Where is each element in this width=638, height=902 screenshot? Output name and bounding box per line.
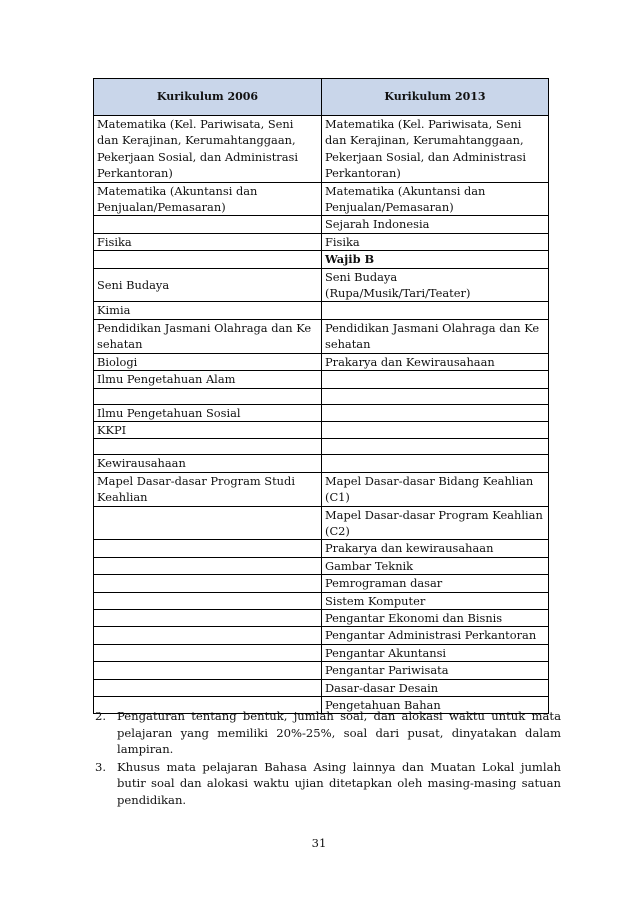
table-row (94, 679, 549, 696)
cell-2013: Fisika (322, 233, 549, 250)
note-number: 3. (95, 759, 107, 774)
note-text: Khusus mata pelajaran Bahasa Asing lainnya dan Muatan Lokal jumlah butir soal dan alokasi waktu ujian ditetapkan oleh masing-masing satuan pendidikan. (117, 759, 561, 807)
cell-2013: Dasar-dasar Desain (322, 679, 549, 696)
table-row (94, 388, 549, 404)
table-row (94, 371, 549, 388)
cell-2013: Prakarya dan kewirausahaan (322, 540, 549, 557)
cell-2013: Matematika (Akuntansi dan Penjualan/Pemasaran) (322, 182, 549, 216)
header-kurikulum-2006: Kurikulum 2006 (94, 79, 322, 116)
table-row (94, 455, 549, 472)
cell-2013: Pengantar Pariwisata (322, 662, 549, 679)
table-row (94, 557, 549, 574)
cell-2013: Pengetahuan Bahan (322, 697, 549, 714)
table-row (94, 421, 549, 438)
note-number: 2. (95, 709, 107, 723)
table-row (94, 644, 549, 661)
table-row (94, 506, 549, 540)
cell-2006 (94, 609, 322, 626)
table-row (94, 540, 549, 557)
cell-2013 (322, 455, 549, 472)
cell-2013 (322, 439, 549, 455)
table-row (94, 319, 549, 353)
cell-2013 (322, 404, 549, 421)
cell-2013 (322, 388, 549, 404)
table-row (94, 575, 549, 592)
table-row (94, 182, 549, 216)
page-number: 31 (311, 836, 327, 850)
cell-2006 (94, 251, 322, 268)
cell-2013 (322, 371, 549, 388)
cell-2006: Mapel Dasar-dasar Program Studi Keahlian (94, 472, 322, 506)
cell-2013: Pendidikan Jasmani Olahraga dan Ke sehatan (322, 319, 549, 353)
cell-2013: Pemrograman dasar (322, 575, 549, 592)
cell-2013: Pengantar Administrasi Perkantoran (322, 627, 549, 644)
cell-2006: Kimia (94, 302, 322, 319)
table-row (94, 439, 549, 455)
cell-2013: Gambar Teknik (322, 557, 549, 574)
table-row (94, 116, 549, 183)
table-row (94, 268, 549, 302)
cell-2006 (94, 557, 322, 574)
cell-2013: Pengantar Ekonomi dan Bisnis (322, 609, 549, 626)
cell-2006 (94, 540, 322, 557)
cell-2013: Matematika (Kel. Pariwisata, Seni dan Kerajinan, Kerumahtanggaan, Pekerjaan Sosial, dan Administrasi Perkantoran) (322, 116, 549, 183)
table-row (94, 627, 549, 644)
list-item (95, 708, 561, 758)
cell-2013: Sistem Komputer (322, 592, 549, 609)
note-text: Pengaturan tentang bentuk, jumlah soal, dan alokasi waktu untuk mata pelajaran yang memiliki 20%-25%, soal dari pusat, dinyatakan dalam lampiran. (117, 709, 561, 757)
cell-2006 (94, 662, 322, 679)
cell-2013 (322, 421, 549, 438)
table-row (94, 662, 549, 679)
cell-2006 (94, 679, 322, 696)
cell-2006 (94, 644, 322, 661)
cell-2006: Ilmu Pengetahuan Alam (94, 371, 322, 388)
cell-2006: Biologi (94, 353, 322, 370)
table-row (94, 592, 549, 609)
table-row (94, 404, 549, 421)
table-header-row (94, 79, 549, 116)
cell-2006 (94, 627, 322, 644)
cell-2006 (94, 216, 322, 233)
table-row (94, 302, 549, 319)
table-row (94, 233, 549, 250)
cell-2006 (94, 439, 322, 455)
cell-2013: Prakarya dan Kewirausahaan (322, 353, 549, 370)
table-row (94, 609, 549, 626)
cell-2013: Sejarah Indonesia (322, 216, 549, 233)
curriculum-comparison-table (93, 78, 549, 714)
list-item (95, 759, 561, 809)
cell-2013: Mapel Dasar-dasar Program Keahlian (C2) (322, 506, 549, 540)
cell-2006: Matematika (Kel. Pariwisata, Seni dan Kerajinan, Kerumahtanggaan, Pekerjaan Sosial, dan Administrasi Perkantoran) (94, 116, 322, 183)
table-row (94, 216, 549, 233)
header-kurikulum-2013: Kurikulum 2013 (322, 79, 549, 116)
cell-2006: KKPI (94, 421, 322, 438)
cell-2013: Seni Budaya (Rupa/Musik/Tari/Teater) (322, 268, 549, 302)
cell-2013 (322, 302, 549, 319)
cell-2006 (94, 592, 322, 609)
cell-2006: Matematika (Akuntansi dan Penjualan/Pemasaran) (94, 182, 322, 216)
notes-list (95, 708, 561, 810)
cell-2013-wajib-b: Wajib B (322, 251, 549, 268)
cell-2013: Mapel Dasar-dasar Bidang Keahlian (C1) (322, 472, 549, 506)
table-row (94, 353, 549, 370)
cell-2006: Ilmu Pengetahuan Sosial (94, 404, 322, 421)
cell-2006 (94, 388, 322, 404)
cell-2006: Kewirausahaan (94, 455, 322, 472)
cell-2006 (94, 575, 322, 592)
table-row (94, 251, 549, 268)
cell-2006: Pendidikan Jasmani Olahraga dan Ke sehatan (94, 319, 322, 353)
cell-2006: Fisika (94, 233, 322, 250)
cell-2006: Seni Budaya (94, 268, 322, 302)
table-row (94, 472, 549, 506)
cell-2013: Pengantar Akuntansi (322, 644, 549, 661)
cell-2006 (94, 506, 322, 540)
